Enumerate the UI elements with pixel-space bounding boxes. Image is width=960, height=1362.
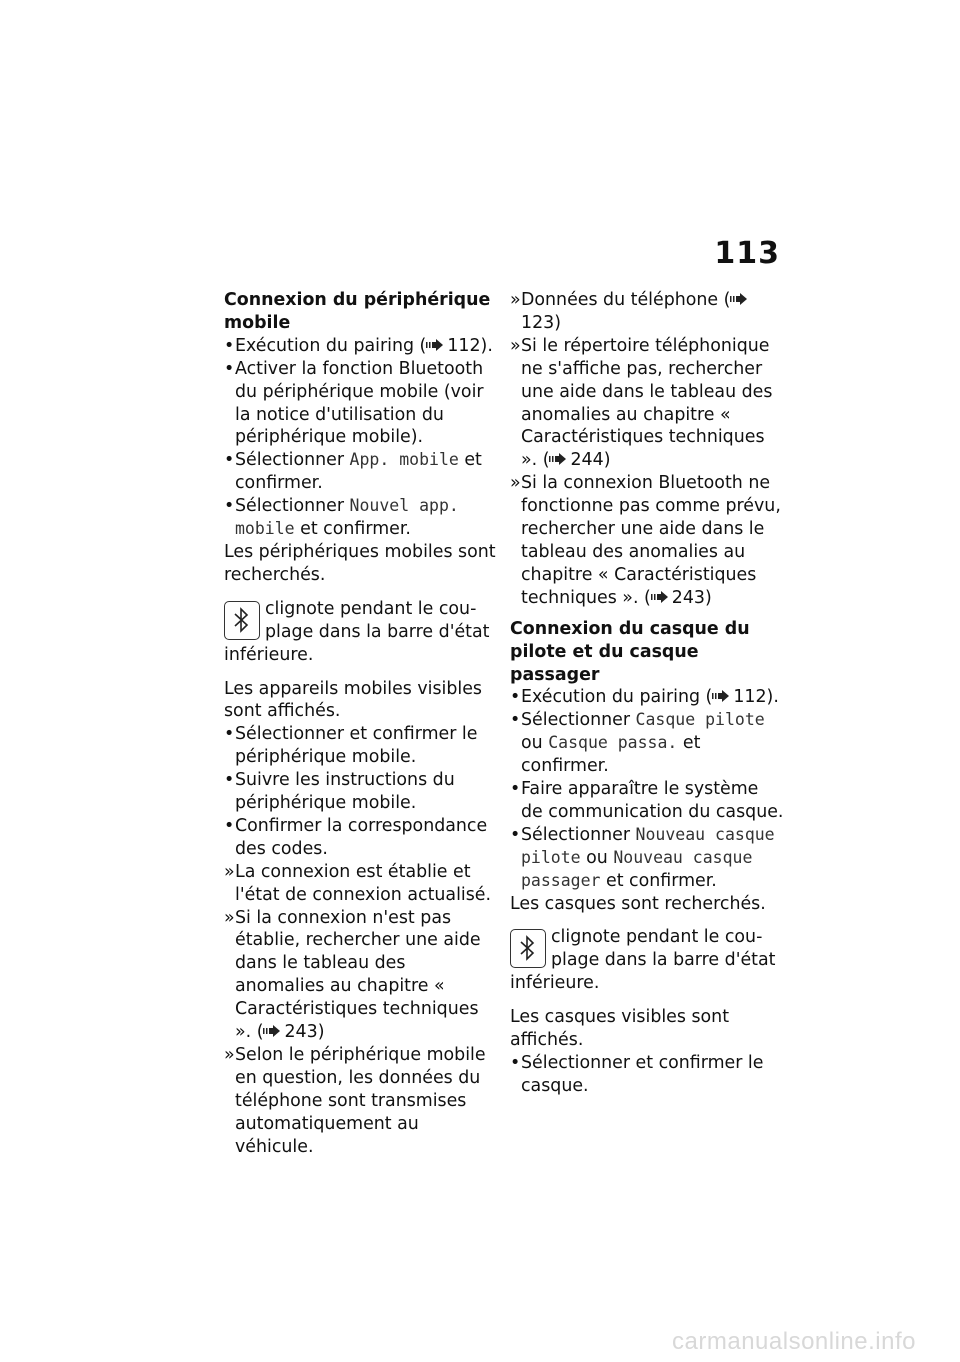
note-line: inférieure.: [224, 644, 314, 665]
list-item: • Activer la fonction Bluetooth du périphérique mobile (voir la notice d'utilisation du périphérique mobile).: [224, 358, 484, 448]
result-marker-icon: »: [510, 473, 521, 494]
section-heading-helmets: Connexion du casque du pilote et du casque passager: [510, 618, 750, 685]
result-marker-icon: »: [224, 1045, 235, 1065]
bullet-icon: •: [224, 770, 235, 791]
page-reference-arrow-icon: [651, 591, 668, 603]
result-marker-icon: »: [224, 907, 235, 928]
note-line: clignote pendant le cou-: [265, 598, 477, 619]
bluetooth-icon: [510, 929, 546, 968]
paragraph: Les casques visibles sont affichés.: [510, 1007, 730, 1051]
list-item: • Exécution du pairing ( 112).: [224, 335, 493, 356]
menu-option-casque-pilote: Casque pilote: [635, 710, 765, 730]
menu-option-nouveau-casque-passager: Nouveau casque passager: [521, 847, 753, 890]
page-reference-arrow-icon: [426, 339, 443, 351]
menu-option-casque-passa: Casque passa.: [548, 733, 678, 753]
page-reference-arrow-icon: [263, 1025, 280, 1037]
list-item: • Sélectionner App. mobile et confirmer.: [224, 450, 482, 494]
result-marker-icon: »: [510, 335, 521, 356]
note-line: plage dans la barre d'état: [551, 950, 776, 971]
bullet-icon: •: [510, 824, 521, 845]
result-item: » Si le répertoire téléphonique ne s'affiche pas, rechercher une aide dans le tableau des anomalies au chapitre « Caractéristiques techniques ». ( 244): [510, 335, 773, 471]
bullet-icon: •: [224, 724, 235, 745]
bluetooth-status-note: [224, 598, 496, 667]
list-item: • Sélectionner et confirmer le périphérique mobile.: [224, 724, 478, 768]
bullet-icon: •: [224, 450, 235, 471]
page-reference-arrow-icon: [730, 293, 747, 305]
page-reference[interactable]: 123: [521, 312, 555, 333]
result-item: » Selon le périphérique mobile en question, les données du téléphone sont transmises automatiquement au véhicule.: [224, 1045, 486, 1157]
bullet-icon: •: [224, 496, 235, 517]
watermark: carmanualsonline.info: [672, 1328, 916, 1355]
list-item: • Confirmer la correspondance des codes.: [224, 815, 488, 859]
left-column: [224, 289, 496, 1159]
result-marker-icon: »: [224, 861, 235, 882]
page-number: 113: [714, 236, 780, 271]
note-line: inférieure.: [510, 973, 600, 994]
result-item: » Si la connexion Bluetooth ne fonctionne pas comme prévu, rechercher une aide dans le tableau des anomalies au chapitre « Caractéristiques techniques ». ( 243): [510, 473, 781, 608]
paragraph: Les casques sont recherchés.: [510, 893, 766, 914]
bullet-icon: •: [224, 335, 235, 356]
menu-option-app-mobile: App. mobile: [349, 450, 459, 470]
page-reference-arrow-icon: [712, 690, 729, 702]
note-line: clignote pendant le cou-: [551, 927, 763, 948]
right-column: [510, 289, 785, 1098]
bluetooth-status-note: [510, 926, 785, 995]
list-item: • Sélectionner Casque pilote ou Casque passa. et confirmer.: [510, 710, 765, 777]
result-marker-icon: »: [510, 290, 521, 310]
bullet-icon: •: [510, 1053, 521, 1073]
note-line: plage dans la barre d'état: [265, 621, 490, 642]
bullet-icon: •: [510, 687, 521, 708]
page-reference-arrow-icon: [549, 453, 566, 465]
list-item: • Suivre les instructions du périphérique mobile.: [224, 770, 455, 814]
page-reference[interactable]: 244: [570, 450, 604, 471]
menu-option-nouveau-casque-pilote: Nouveau casque pilote: [521, 824, 775, 867]
list-item: • Exécution du pairing ( 112).: [510, 687, 779, 708]
paragraph: Les périphériques mobiles sont recherchés.: [224, 541, 496, 585]
paragraph: Les appareils mobiles visibles sont affichés.: [224, 678, 482, 722]
page-reference[interactable]: 243: [671, 587, 705, 608]
page-reference[interactable]: 112: [733, 687, 767, 708]
bluetooth-icon: [224, 601, 260, 640]
section-heading-mobile: Connexion du périphérique mobile: [224, 290, 491, 333]
bullet-icon: •: [224, 815, 235, 836]
result-item: » La connexion est établie et l'état de connexion actualisé.: [224, 861, 492, 905]
bullet-icon: •: [510, 710, 521, 731]
list-item: • Sélectionner et confirmer le casque.: [510, 1053, 764, 1096]
result-item: » Si la connexion n'est pas établie, rechercher une aide dans le tableau des anomalies au chapitre « Caractéristiques techniques ». ( 243): [224, 907, 481, 1043]
bullet-icon: •: [224, 358, 235, 379]
page-reference[interactable]: 243: [284, 1022, 318, 1043]
list-item: • Sélectionner Nouvel app. mobile et confirmer.: [224, 496, 459, 540]
menu-option-nouvel-app-mobile: Nouvel app. mobile: [235, 496, 459, 539]
list-item: • Sélectionner Nouveau casque pilote ou Nouveau casque passager et confirmer.: [510, 824, 775, 891]
list-item: • Faire apparaître le système de communication du casque.: [510, 779, 784, 822]
result-item: » Données du téléphone (123): [510, 289, 785, 335]
bullet-icon: •: [510, 779, 521, 800]
page-reference[interactable]: 112: [447, 335, 481, 356]
